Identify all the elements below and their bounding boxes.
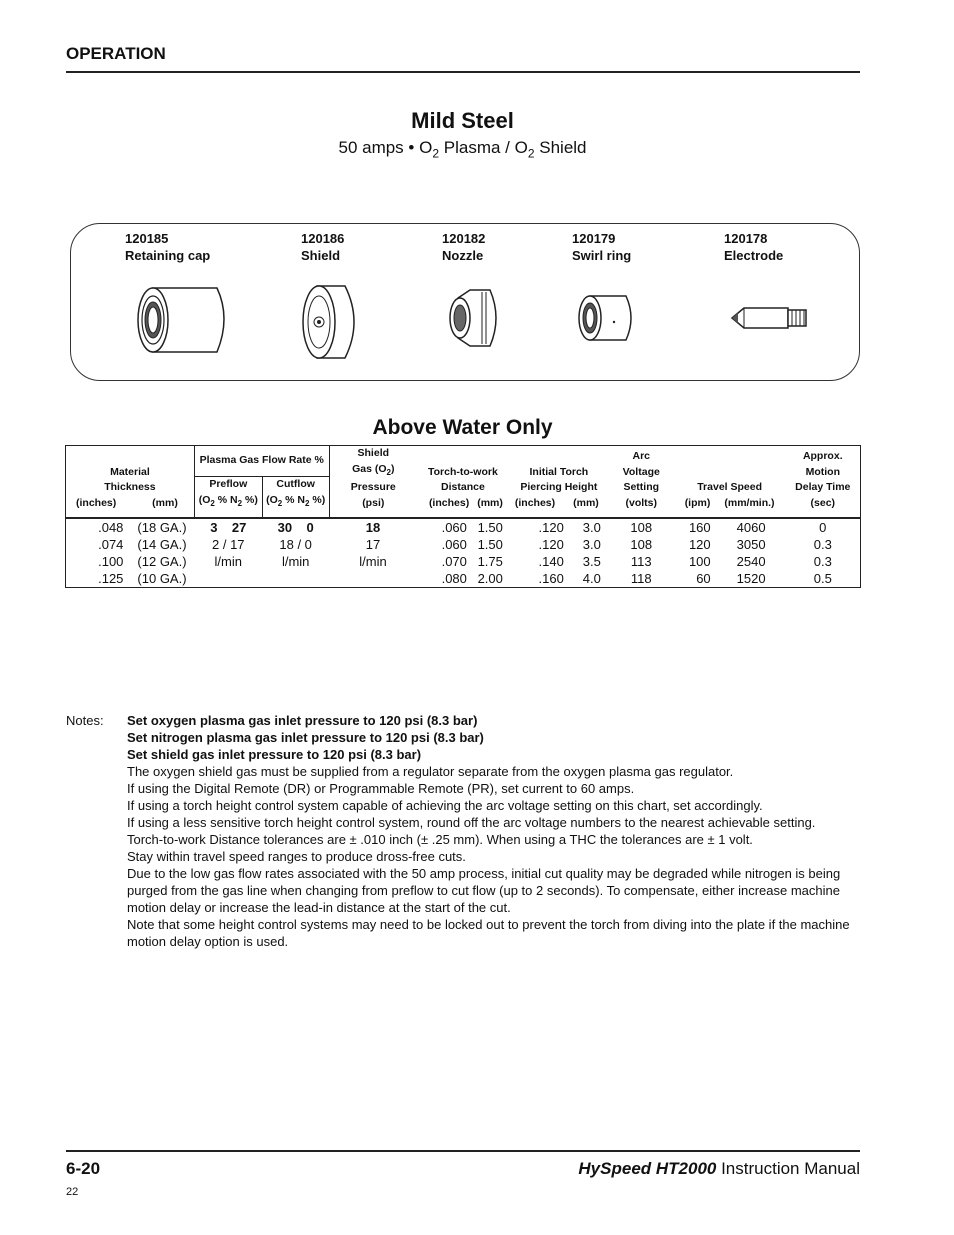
subscript: 2 bbox=[432, 146, 440, 161]
preflow-col: 3 27 2 / 17 l/min bbox=[210, 520, 247, 570]
part-number: 120186 bbox=[301, 231, 345, 246]
travel-ipm-col: 160 120 100 60 bbox=[688, 520, 711, 587]
bullet: • bbox=[408, 138, 415, 157]
note-line: Stay within travel speed ranges to produce dross-free cuts. bbox=[127, 849, 466, 864]
plasma-gas-header: Plasma Gas Flow Rate % bbox=[194, 446, 329, 477]
part-number: 120178 bbox=[724, 231, 768, 246]
travel-speed-header: Travel Speed (ipm) (mm/min.) bbox=[674, 446, 786, 519]
page-number: 6-20 bbox=[66, 1159, 101, 1178]
note-line: If using a torch height control system capable of achieving the arc voltage setting on this chart, set accordingly. bbox=[127, 798, 763, 813]
manual-label: Instruction Manual bbox=[716, 1159, 860, 1178]
plasma-text: Plasma / O bbox=[439, 138, 528, 157]
note-line: If using the Digital Remote (DR) or Programmable Remote (PR), set current to 60 amps. bbox=[127, 781, 635, 796]
cutflow-col: 30 0 18 / 0 l/min bbox=[277, 520, 314, 570]
travel-mm-col: 4060 3050 2540 1520 bbox=[736, 520, 766, 587]
arc-voltage-header: Arc Voltage Setting (volts) bbox=[609, 446, 674, 519]
electrode-icon bbox=[724, 280, 824, 356]
part-number: 120185 bbox=[125, 231, 169, 246]
manual-title bbox=[540, 1159, 860, 1179]
preflow-header: Preflow ($O_2$ % $N_2$ %) bbox=[194, 477, 262, 519]
swirl-ring-icon bbox=[572, 280, 642, 356]
page-subtitle bbox=[0, 138, 925, 160]
brand-name: HySpeed HT2000 bbox=[578, 1159, 717, 1178]
shield-text: Shield bbox=[534, 138, 587, 157]
pierce-height-header: Initial Torch Piercing Height (inches) (mm) bbox=[509, 446, 609, 519]
header-rule bbox=[66, 71, 860, 73]
part-name: Shield bbox=[301, 248, 341, 263]
motion-delay-header: Approx. Motion Delay Time (sec) bbox=[786, 446, 861, 519]
material-header: Material Thickness (inches) (mm) bbox=[66, 446, 195, 519]
table-body-row bbox=[66, 518, 861, 588]
part-shield bbox=[301, 230, 344, 264]
subscript: 2 bbox=[527, 146, 535, 161]
part-name: Nozzle bbox=[442, 248, 484, 263]
retaining-cap-icon bbox=[125, 280, 235, 356]
shield-pressure-col: 18 17 l/min bbox=[359, 520, 387, 570]
part-number: 120182 bbox=[442, 231, 486, 246]
note-line: The oxygen shield gas must be supplied from a regulator separate from the oxygen plasma gas regulator. bbox=[127, 764, 734, 779]
torch-distance-mm-col: 1.50 1.50 1.75 2.00 bbox=[477, 520, 503, 587]
section-heading: OPERATION bbox=[66, 44, 166, 63]
consumables-panel bbox=[70, 223, 860, 381]
page-title: Mild Steel bbox=[411, 108, 514, 133]
table-title: Above Water Only bbox=[372, 416, 553, 439]
torch-distance-in-col: .060 .060 .070 .080 bbox=[441, 520, 467, 587]
shield-icon bbox=[301, 280, 371, 362]
sheet-number: 22 bbox=[66, 1186, 79, 1198]
note-line: If using a less sensitive torch height control system, round off the arc voltage numbers to the nearest achievable setting. bbox=[127, 815, 816, 830]
motion-delay-col: 0 0.3 0.3 0.5 bbox=[813, 520, 832, 587]
part-swirl-ring bbox=[572, 230, 631, 264]
part-name: Electrode bbox=[724, 248, 784, 263]
arc-voltage-col: 108 108 113 118 bbox=[630, 520, 653, 587]
thickness-gauge-col: (18 GA.) (14 GA.) (12 GA.) (10 GA.) bbox=[137, 520, 187, 587]
part-electrode bbox=[724, 230, 783, 264]
cut-chart-table bbox=[65, 445, 861, 588]
note-bold: Set oxygen plasma gas inlet pressure to 120 psi (8.3 bar) bbox=[127, 713, 478, 728]
notes-label: Notes: bbox=[66, 713, 104, 728]
note-line: Torch-to-work Distance tolerances are ± .010 inch (± .25 mm). When using a THC the tolerances are ± 1 volt. bbox=[127, 832, 753, 847]
note-line: Due to the low gas flow rates associated with the 50 amp process, initial cut quality may be degraded while nitrogen is being purged from the gas line when changing from preflow to cut flow (up to 2 seconds). To compensate, either increase machine motion delay or increase the lead-in distance at the start of the cut. bbox=[127, 866, 841, 915]
shield-pressure-header: Shield Gas $(O_2)$ Pressure (psi) bbox=[329, 446, 417, 519]
part-nozzle bbox=[442, 230, 485, 264]
o2-text: O bbox=[419, 138, 433, 157]
notes-body bbox=[127, 712, 867, 950]
pierce-height-in-col: .120 .120 .140 .160 bbox=[538, 520, 564, 587]
torch-distance-header: Torch-to-work Distance (inches) (mm) bbox=[417, 446, 509, 519]
thickness-inches-col: .048 .074 .100 .125 bbox=[98, 520, 124, 587]
part-retaining-cap bbox=[125, 230, 210, 264]
pierce-height-mm-col: 3.0 3.0 3.5 4.0 bbox=[582, 520, 601, 587]
nozzle-icon bbox=[442, 280, 512, 356]
note-line: Note that some height control systems may need to be locked out to prevent the torch from diving into the plate if the machine motion delay option is used. bbox=[127, 917, 850, 949]
note-bold: Set shield gas inlet pressure to 120 psi (8.3 bar) bbox=[127, 747, 422, 762]
part-number: 120179 bbox=[572, 231, 616, 246]
cutflow-header: Cutflow ($O_2$ % $N_2$ %) bbox=[262, 477, 329, 519]
part-name: Retaining cap bbox=[125, 248, 211, 263]
note-bold: Set nitrogen plasma gas inlet pressure to 120 psi (8.3 bar) bbox=[127, 730, 484, 745]
amps-text: 50 amps bbox=[338, 138, 404, 157]
footer-rule bbox=[66, 1150, 860, 1152]
part-name: Swirl ring bbox=[572, 248, 632, 263]
